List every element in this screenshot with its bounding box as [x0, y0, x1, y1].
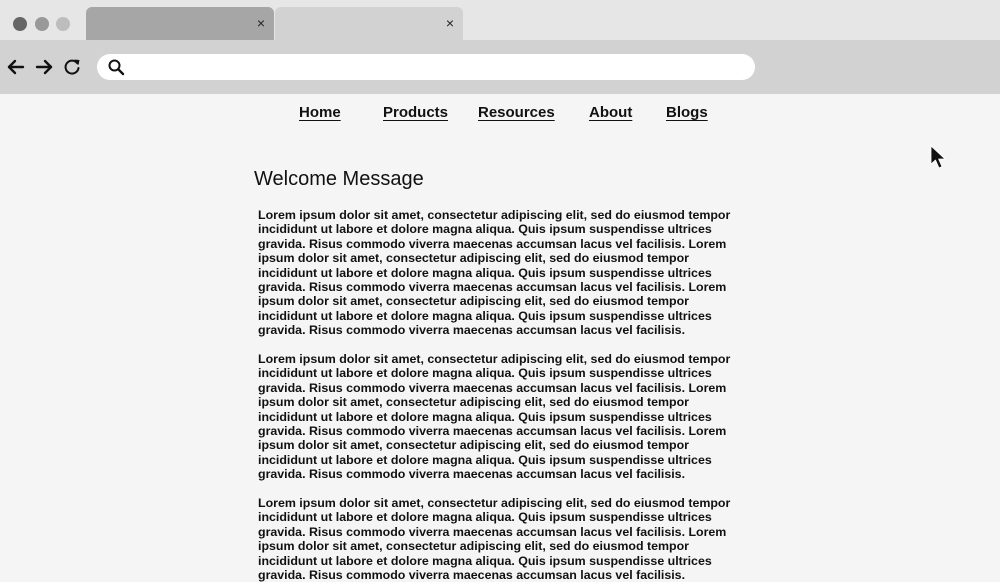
address-bar[interactable] — [97, 54, 755, 80]
reload-icon — [62, 57, 82, 77]
nav-link-blogs[interactable]: Blogs — [666, 104, 708, 121]
forward-arrow-icon — [34, 57, 54, 77]
tab-active[interactable] — [86, 7, 274, 40]
window-close-dot-icon[interactable] — [13, 17, 27, 31]
page-title: Welcome Message — [254, 168, 424, 190]
nav-link-about[interactable]: About — [589, 104, 633, 121]
tab-strip — [0, 0, 1000, 40]
body-paragraph: Lorem ipsum dolor sit amet, consectetur adipiscing elit, sed do eiusmod tempor incididunt ut labore et dolore magna aliqua. Quis ipsum suspendisse ultrices gravida. Risus commodo viverra maecenas accumsan lacus vel facilisis. Lorem ipsum dolor sit amet, consectetur adipiscing elit, sed do eiusmod tempor incididunt ut labore et dolore magna aliqua. Quis ipsum suspendisse ultrices gravida. Risus commodo viverra maecenas accumsan lacus vel facilisis. — [258, 496, 731, 582]
nav-link-products[interactable]: Products — [383, 104, 449, 121]
address-input[interactable] — [133, 57, 737, 79]
back-arrow-icon — [6, 57, 26, 77]
search-icon — [107, 58, 125, 76]
browser-toolbar — [0, 40, 1000, 94]
body-paragraph: Lorem ipsum dolor sit amet, consectetur adipiscing elit, sed do eiusmod tempor incididunt ut labore et dolore magna aliqua. Quis ipsum suspendisse ultrices gravida. Risus commodo viverra maecenas accumsan lacus vel facilisis. Lorem ipsum dolor sit amet, consectetur adipiscing elit, sed do eiusmod tempor incididunt ut labore et dolore magna aliqua. Quis ipsum suspendisse ultrices gravida. Risus commodo viverra maecenas accumsan lacus vel facilisis. Lorem ipsum dolor sit amet, consectetur adipiscing elit, sed do eiusmod tempor incididunt ut labore et dolore magna aliqua. Quis ipsum suspendisse ultrices gravida. Risus commodo viverra maecenas accumsan lacus vel facilisis. — [258, 208, 731, 338]
tab-close-icon[interactable]: × — [256, 15, 265, 31]
forward-button[interactable] — [34, 57, 54, 77]
back-button[interactable] — [6, 57, 26, 77]
tab-close-icon[interactable]: × — [445, 15, 454, 31]
page-content — [0, 94, 1000, 582]
nav-link-home[interactable]: Home — [299, 104, 341, 121]
body-paragraph: Lorem ipsum dolor sit amet, consectetur adipiscing elit, sed do eiusmod tempor incididunt ut labore et dolore magna aliqua. Quis ipsum suspendisse ultrices gravida. Risus commodo viverra maecenas accumsan lacus vel facilisis. Lorem ipsum dolor sit amet, consectetur adipiscing elit, sed do eiusmod tempor incididunt ut labore et dolore magna aliqua. Quis ipsum suspendisse ultrices gravida. Risus commodo viverra maecenas accumsan lacus vel facilisis. Lorem ipsum dolor sit amet, consectetur adipiscing elit, sed do eiusmod tempor incididunt ut labore et dolore magna aliqua. Quis ipsum suspendisse ultrices gravida. Risus commodo viverra maecenas accumsan lacus vel facilisis. — [258, 352, 731, 482]
window-maximize-dot-icon[interactable] — [56, 17, 70, 31]
nav-link-resources[interactable]: Resources — [478, 104, 555, 121]
reload-button[interactable] — [62, 57, 82, 77]
window-minimize-dot-icon[interactable] — [35, 17, 49, 31]
mouse-pointer-icon — [930, 145, 948, 169]
tab-inactive[interactable] — [275, 7, 463, 40]
